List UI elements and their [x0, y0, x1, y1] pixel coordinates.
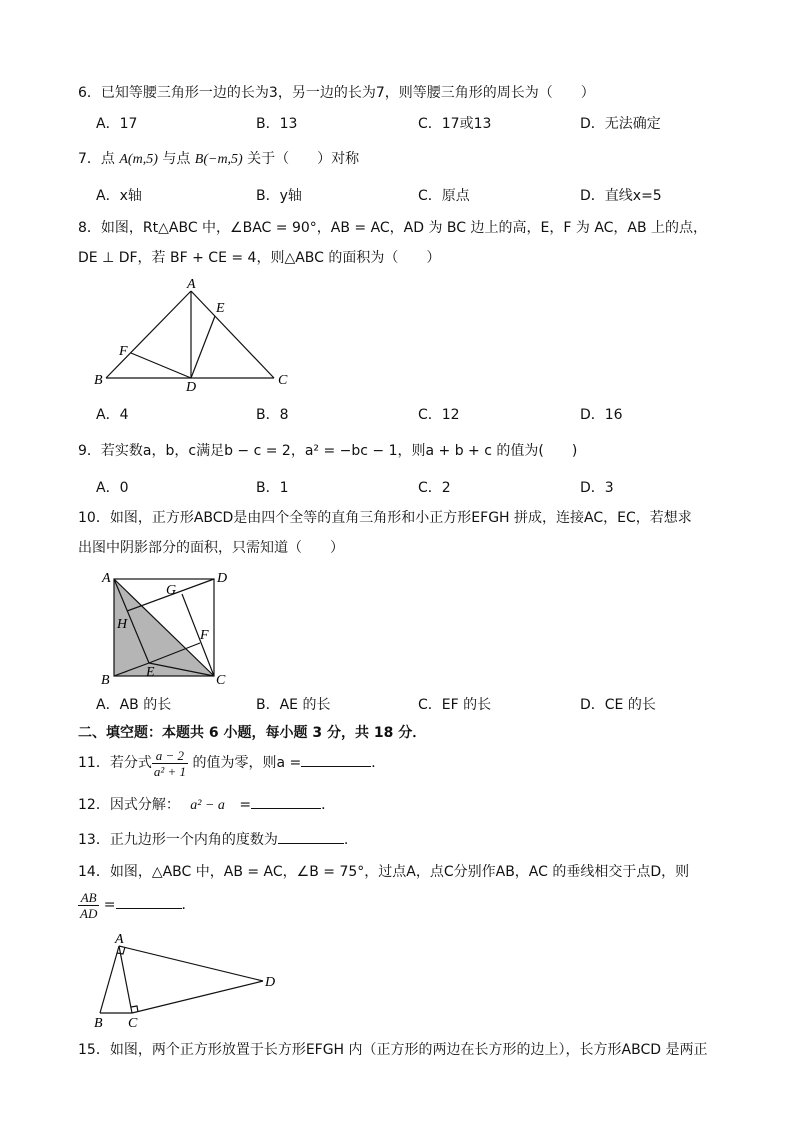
q14-label-b: B: [94, 1016, 103, 1031]
q6-option-b: B．13: [256, 116, 298, 132]
q13-pre: 13．正九边形一个内角的度数为: [78, 832, 278, 848]
q8-option-a: A．4: [96, 407, 129, 423]
q10-label-b: B: [101, 673, 110, 688]
q13-stem: [78, 830, 348, 849]
q7-option-b: B．y轴: [256, 188, 302, 204]
q14-label-c: C: [128, 1016, 138, 1031]
q11-end: ．: [371, 755, 386, 771]
q10-option-d: D．CE 的长: [580, 697, 656, 713]
q10-label-e: E: [146, 665, 155, 680]
q14-equals: =: [103, 897, 116, 913]
q8-stem-line2: DE ⊥ DF，若 BF + CE = 4，则△ABC 的面积为（ ）: [78, 250, 441, 266]
q14-stem-line2: [78, 886, 196, 924]
q10-figure: [96, 566, 236, 690]
q13-answer-blank[interactable]: [278, 830, 344, 844]
q7-post: 关于（ ）对称: [247, 151, 360, 167]
q8-stem-line1: 8．如图，Rt△ABC 中，∠BAC = 90°，AB = AC，AD 为 BC 边上的高，E，F 为 AC，AB 上的点，: [78, 220, 708, 236]
q8-option-c: C．12: [418, 407, 460, 423]
q14-segment-ad: [119, 946, 263, 981]
q10-label-a: A: [102, 571, 111, 586]
q10-label-c: C: [216, 673, 226, 688]
q6-option-d: D．无法确定: [580, 116, 661, 132]
q10-label-f: F: [200, 628, 209, 643]
q7-option-a: A．x轴: [96, 188, 142, 204]
q14-fraction: [78, 890, 99, 921]
q11-answer-blank[interactable]: [301, 753, 371, 767]
q14-segment-ab: [100, 946, 119, 1013]
q12-pre: 12．因式分解：: [78, 797, 180, 813]
q14-fraction-denominator: AD: [80, 905, 98, 921]
q14-fraction-numerator: AB: [78, 890, 99, 906]
q7-number: 7．: [78, 151, 101, 167]
q11-fraction-numerator: a − 2: [152, 748, 188, 764]
q11-stem: [78, 746, 385, 780]
q10-stem-line2: 出图中阴影部分的面积，只需知道（ ）: [78, 540, 344, 556]
q6-option-a: A．17: [96, 116, 138, 132]
q9-option-a: A．0: [96, 480, 129, 496]
q7-point-b: B(−m,5): [194, 152, 243, 167]
q10-option-a: A．AB 的长: [96, 697, 172, 713]
q10-label-g: G: [166, 583, 177, 598]
q7-option-d: D．直线x=5: [580, 188, 662, 204]
q10-option-c: C．EF 的长: [418, 697, 492, 713]
q7-stem: [78, 150, 359, 169]
q11-pre: 11．若分式: [78, 755, 152, 771]
q14-label-a: A: [115, 932, 124, 947]
q7-pre: 点: [100, 151, 115, 167]
q14-stem-line1: 14．如图，△ABC 中，AB = AC，∠B = 75°，过点A，点C分别作AB，AC 的垂线相交于点D，则: [78, 864, 690, 880]
q6-option-c: C．17或13: [418, 116, 492, 132]
q12-end: ．: [321, 797, 336, 813]
q8-segment-ac: [191, 291, 274, 378]
q14-answer-blank[interactable]: [116, 895, 182, 909]
q7-point-a: A(m,5): [119, 152, 158, 167]
q9-option-b: B．1: [256, 480, 289, 496]
q14-end: ．: [181, 897, 196, 913]
q8-option-d: D．16: [580, 407, 623, 423]
q8-figure: [88, 274, 298, 394]
q8-label-d: D: [186, 380, 197, 394]
q6-stem: 6．已知等腰三角形一边的长为3，另一边的长为7，则等腰三角形的周长为（ ）: [78, 85, 595, 101]
q11-fraction-denominator: a² + 1: [153, 763, 186, 779]
q8-segment-de: [191, 316, 215, 378]
q13-end: .: [343, 832, 349, 848]
q8-label-b: B: [94, 373, 103, 388]
q10-stem-line1: 10．如图，正方形ABCD是由四个全等的直角三角形和小正方形EFGH 拼成，连接AC，EC，若想求: [78, 510, 692, 526]
q8-segment-df: [131, 353, 191, 378]
q10-option-b: B．AE 的长: [256, 697, 331, 713]
q7-mid: 与点: [162, 151, 191, 167]
section2-title: 二、填空题：本题共 6 小题，每小题 3 分，共 18 分．: [78, 725, 427, 741]
q12-stem: [78, 795, 335, 815]
q12-equals: =: [239, 797, 252, 813]
q8-option-b: B．8: [256, 407, 289, 423]
q7-option-c: C．原点: [418, 188, 470, 204]
q14-segment-ac: [119, 946, 132, 1013]
q8-segment-ab: [106, 291, 191, 378]
q9-option-d: D．3: [580, 480, 614, 496]
q12-expression: a² − a: [190, 798, 225, 813]
q14-label-d: D: [265, 975, 276, 990]
q11-fraction: [152, 748, 188, 779]
q15-stem-line1: 15．如图，两个正方形放置于长方形EFGH 内（正方形的两边在长方形的边上），长方形ABCD 是两正: [78, 1042, 708, 1058]
q10-label-d: D: [217, 571, 228, 586]
q9-stem: 9．若实数a，b，c满足b − c = 2，a² = −bc − 1，则a + b + c 的值为( ): [78, 443, 578, 459]
q8-label-a: A: [187, 277, 196, 292]
q8-label-c: C: [278, 373, 288, 388]
q14-figure: [88, 928, 288, 1032]
q11-post: 的值为零，则a =: [192, 755, 302, 771]
q8-label-f: F: [119, 344, 128, 359]
q9-option-c: C．2: [418, 480, 451, 496]
q12-answer-blank[interactable]: [251, 795, 321, 809]
q8-label-e: E: [216, 301, 225, 316]
q14-segment-cd: [132, 981, 263, 1013]
q10-label-h: H: [117, 617, 128, 632]
